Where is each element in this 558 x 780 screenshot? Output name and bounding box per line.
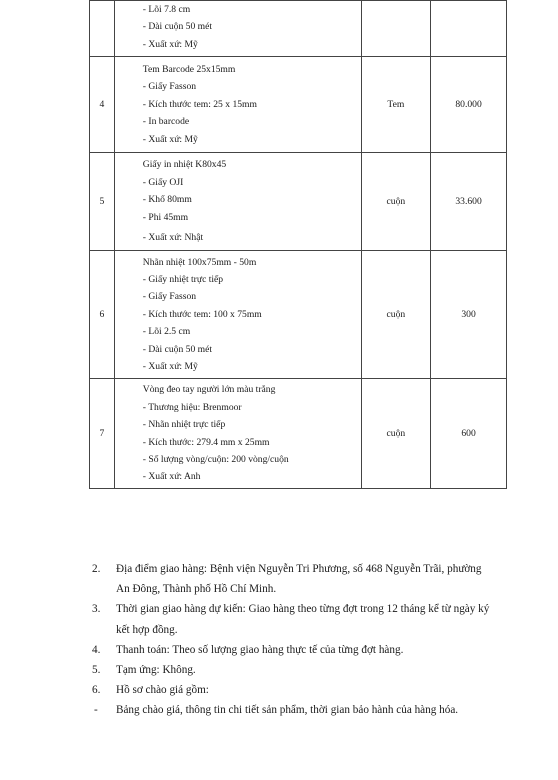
list-number: 3. (92, 603, 101, 616)
list-text: Hồ sơ chào giá gồm: (116, 684, 209, 697)
description-line: - Giấy Fasson (142, 291, 197, 303)
list-text: kết hợp đồng. (116, 623, 178, 636)
description-line: - Lõi 2.5 cm (142, 326, 191, 338)
list-number: 6. (92, 684, 101, 697)
table-row (90, 57, 507, 153)
unit-cell: cuộn (361, 379, 431, 489)
description-line: - Số lượng vòng/cuộn: 200 vòng/cuộn (142, 453, 289, 465)
list-item (92, 680, 512, 700)
item-description (114, 153, 361, 251)
list-number: 5. (92, 664, 101, 677)
quantity-cell: 33.600 (431, 153, 507, 251)
list-number: 2. (92, 563, 101, 575)
description-line: Tem Barcode 25x15mm (142, 63, 236, 75)
table-row (90, 251, 507, 379)
list-text: Thời gian giao hàng dự kiến: Giao hàng theo từng đợt trong 12 tháng kể từ ngày ký (116, 603, 490, 616)
list-item (92, 599, 512, 639)
list-item (92, 700, 512, 720)
quantity-cell (431, 1, 507, 57)
description-line: - Xuất xứ: Nhật (142, 232, 204, 244)
table-row (90, 153, 507, 251)
description-line: - Nhãn nhiệt trực tiếp (142, 419, 226, 431)
description-line: - Xuất xứ: Mỹ (142, 38, 198, 50)
description-line: - Xuất xứ: Mỹ (142, 361, 198, 373)
delivery-terms (92, 559, 512, 721)
description-line: - Dài cuộn 50 mét (142, 343, 213, 355)
description-line: - Phi 45mm (142, 211, 189, 223)
list-item (92, 660, 512, 680)
list-bullet: - (94, 704, 98, 717)
unit-cell (361, 1, 431, 57)
row-number (90, 1, 115, 57)
quantity-cell: 80.000 (431, 57, 507, 153)
unit-cell: cuộn (361, 153, 431, 251)
description-line: Nhãn nhiệt 100x75mm - 50m (142, 256, 257, 268)
list-item (92, 559, 512, 599)
unit-cell: cuộn (361, 251, 431, 379)
description-line: - Giấy nhiệt trực tiếp (142, 273, 224, 285)
description-line: - Kích thước: 279.4 mm x 25mm (142, 436, 270, 448)
quantity-cell: 600 (431, 379, 507, 489)
item-description (114, 57, 361, 153)
list-text: Địa điểm giao hàng: Bệnh viện Nguyễn Tri Phương, số 468 Nguyễn Trãi, phường (116, 563, 482, 575)
description-line: - In barcode (142, 116, 190, 128)
quantity-cell: 300 (431, 251, 507, 379)
description-line: Vòng đeo tay người lớn màu trắng (142, 384, 276, 396)
description-line: - Kích thước tem: 100 x 75mm (142, 308, 262, 320)
description-line: - Giấy OJI (142, 176, 184, 188)
items-table (89, 0, 507, 489)
description-line: - Thương hiệu: Brenmoor (142, 401, 242, 413)
description-line: - Dài cuộn 50 mét (142, 21, 213, 33)
item-description (114, 251, 361, 379)
row-number: 4 (90, 57, 115, 153)
description-line: - Giấy Fasson (142, 81, 197, 93)
description-line: - Lõi 7.8 cm (142, 4, 191, 15)
description-line: - Khổ 80mm (142, 194, 192, 206)
description-line: Giấy in nhiệt K80x45 (142, 159, 227, 171)
list-text: An Đông, Thành phố Hồ Chí Minh. (116, 583, 277, 596)
table-row (90, 1, 507, 57)
description-line: - Kích thước tem: 25 x 15mm (142, 98, 257, 110)
list-item (92, 640, 512, 660)
row-number: 6 (90, 251, 115, 379)
row-number: 7 (90, 379, 115, 489)
item-description (114, 379, 361, 489)
list-text: Thanh toán: Theo số lượng giao hàng thực tế của từng đợt hàng. (116, 643, 404, 656)
list-text: Tạm ứng: Không. (116, 664, 196, 677)
unit-cell: Tem (361, 57, 431, 153)
list-text: Bảng chào giá, thông tin chi tiết sản phẩm, thời gian bảo hành của hàng hóa. (116, 704, 459, 717)
item-description (114, 1, 361, 57)
table-row (90, 379, 507, 489)
row-number: 5 (90, 153, 115, 251)
description-line: - Xuất xứ: Mỹ (142, 133, 198, 145)
list-number: 4. (92, 643, 101, 656)
description-line: - Xuất xứ: Anh (142, 471, 201, 483)
